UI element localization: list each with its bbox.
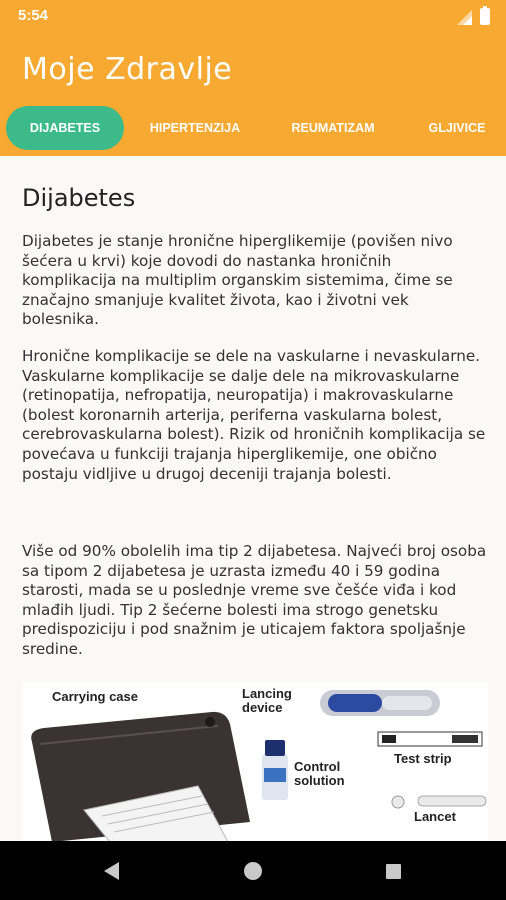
status-icons	[457, 8, 490, 25]
article-title: Dijabetes	[22, 184, 136, 212]
status-bar	[0, 0, 506, 32]
tab-bar	[0, 106, 506, 150]
status-time: 5:54	[18, 7, 49, 24]
article-paragraph: Dijabetes je stanje hronične hiperglikemije (povišen nivo šećera u krvi) koje dovodi do nastanka hroničnih komplikacija na multiplim organskim sistemima, čime se značajno smanjuje kvalitet života, kao i životni vek bolesnika.	[22, 232, 453, 329]
signal-icon	[457, 10, 472, 25]
article-content[interactable]	[0, 156, 506, 841]
label-control-solution: Control solution	[294, 759, 345, 788]
battery-icon	[480, 8, 490, 25]
recents-button[interactable]	[363, 841, 423, 900]
article-paragraph: Više od 90% obolelih ima tip 2 dijabetesa. Najveći broj osoba sa tipom 2 dijabetesa je uzrasta između 40 i 59 godina starosti, mada se u poslednje vreme sve češće viđa i kod mlađih ljudi. Tip 2 šećerne bolesti ima strogo genetsku predispoziciju i pod snažnim je uticajem faktora spoljašnje sredine.	[22, 542, 487, 658]
glucose-kit-image	[22, 682, 488, 841]
back-triangle-icon	[82, 841, 142, 900]
tab-reumatizam[interactable]: REUMATIZAM	[291, 121, 375, 135]
recents-square-icon	[363, 841, 423, 900]
home-circle-icon	[223, 841, 283, 900]
app-header	[0, 32, 506, 156]
back-button[interactable]	[82, 841, 142, 900]
article-paragraph: Hronične komplikacije se dele na vaskularne i nevaskularne. Vaskularne komplikacije se dalje dele na mikrovaskularne (retinopatija, nefropatija, neuropatija) i makrovaskularne (bolest koronarnih arterija, periferna vaskularna bolest, cerebrovaskularna bolest). Rizik od hroničnih komplikacija se povećava u funkciji trajanja hiperglikemije, one obično postaju vidljive u drugoj deceniji trajanja bolesti.	[22, 347, 486, 483]
navigation-bar	[0, 841, 506, 900]
label-lancing-device: Lancing device	[242, 686, 292, 715]
label-lancet: Lancet	[414, 809, 456, 824]
label-test-strip: Test strip	[394, 751, 452, 766]
app-title: Moje Zdravlje	[22, 52, 233, 87]
tab-gljivice[interactable]: GLJIVICE	[428, 121, 486, 135]
tab-hipertenzija[interactable]: HIPERTENZIJA	[149, 121, 241, 135]
tab-dijabetes[interactable]: DIJABETES	[6, 106, 124, 150]
home-button[interactable]	[223, 841, 283, 900]
label-carrying-case: Carrying case	[52, 689, 138, 704]
